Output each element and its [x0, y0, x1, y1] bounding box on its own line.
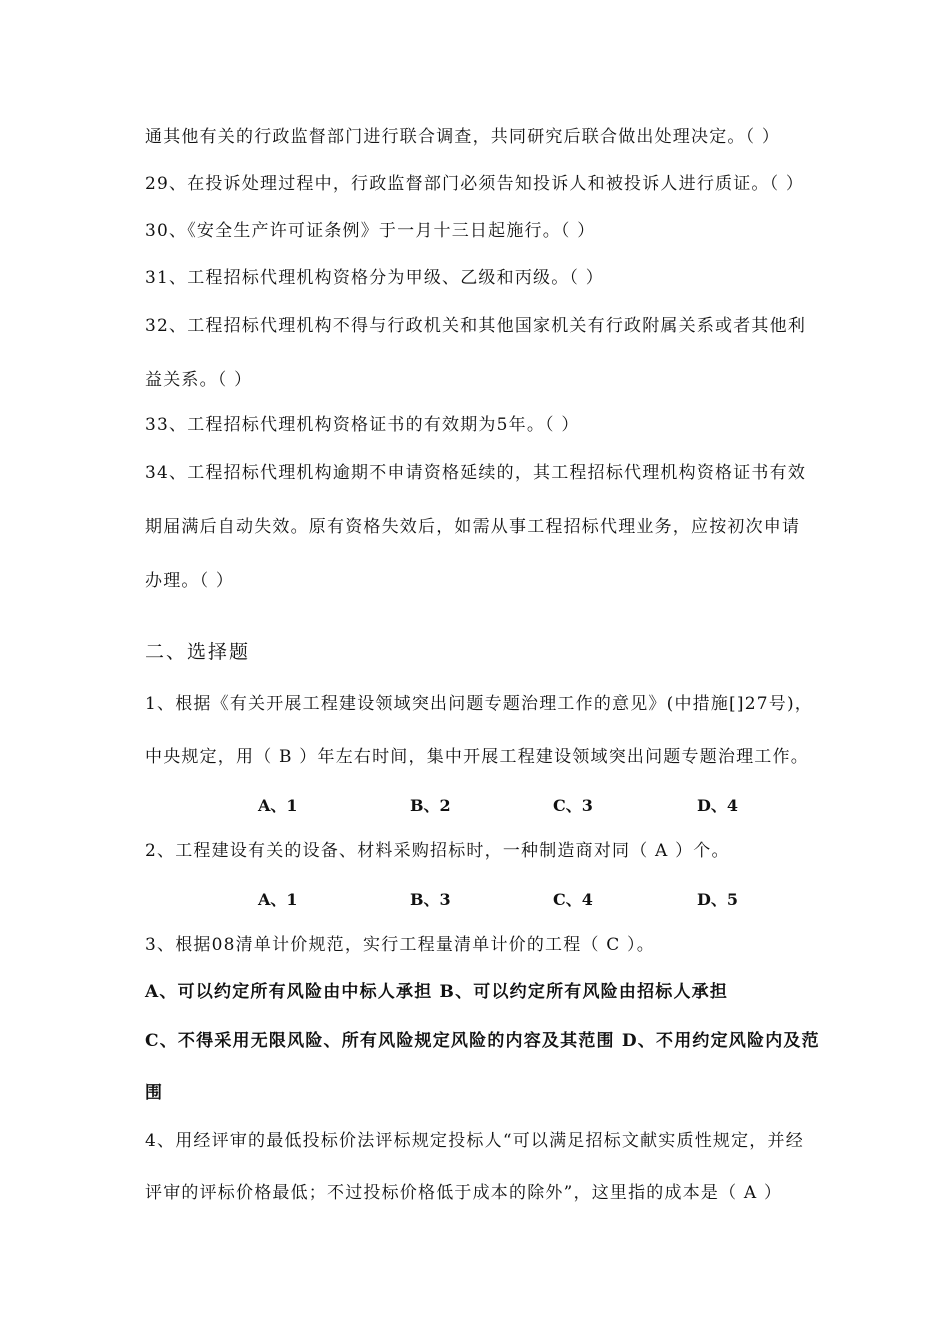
q1-option-b: B、2	[410, 796, 451, 815]
q3-options-line3: 围	[145, 1083, 164, 1103]
q2-option-d: D、5	[697, 890, 739, 909]
q1-option-d: D、4	[697, 796, 739, 815]
q1-option-c: C、3	[553, 796, 593, 815]
q2-option-c: C、4	[553, 890, 593, 909]
tf-question-34-line1: 34、工程招标代理机构逾期不申请资格延续的，其工程招标代理机构资格证书有效	[145, 463, 807, 483]
q2-option-a: A、1	[258, 890, 298, 909]
q1-line1: 1、根据《有关开展工程建设领域突出问题专题治理工作的意见》(中措施[]27号)，	[145, 694, 813, 714]
tf-question-29: 29、在投诉处理过程中，行政监督部门必须告知投诉人和被投诉人进行质证。（ ）	[145, 174, 805, 194]
q1-line2: 中央规定，用（ B ）年左右时间，集中开展工程建设领域突出问题专题治理工作。	[145, 747, 809, 767]
tf-question-28-continuation: 通其他有关的行政监督部门进行联合调查，共同研究后联合做出处理决定。（ ）	[145, 127, 781, 147]
q4-line1: 4、用经评审的最低投标价法评标规定投标人“可以满足招标文献实质性规定，并经	[145, 1131, 804, 1151]
tf-question-32-line2: 益关系。（ ）	[145, 370, 253, 390]
tf-question-32-line1: 32、工程招标代理机构不得与行政机关和其他国家机关有行政附属关系或者其他利	[145, 316, 807, 336]
q2-option-b: B、3	[410, 890, 451, 909]
q1-option-a: A、1	[258, 796, 298, 815]
tf-question-34-line2: 期届满后自动失效。原有资格失效后，如需从事工程招标代理业务，应按初次申请	[145, 517, 801, 537]
tf-question-34-line3: 办理。（ ）	[145, 571, 235, 591]
q3-options-line1: A、可以约定所有风险由中标人承担 B、可以约定所有风险由招标人承担	[145, 982, 729, 1002]
tf-question-33: 33、工程招标代理机构资格证书的有效期为5年。（ ）	[145, 415, 580, 435]
section-title: 二、选择题	[145, 641, 251, 663]
q3-line1: 3、根据08清单计价规范，实行工程量清单计价的工程（ C ）。	[145, 935, 655, 955]
q3-options-line2: C、不得采用无限风险、所有风险规定风险的内容及其范围 D、不用约定风险内及范	[145, 1031, 820, 1051]
tf-question-30: 30、《安全生产许可证条例》于一月十三日起施行。（ ）	[145, 221, 596, 241]
q1-options	[0, 793, 950, 815]
q2-options	[0, 887, 950, 909]
q2-line1: 2、工程建设有关的设备、材料采购招标时，一种制造商对同（ A ）个。	[145, 841, 730, 861]
q4-line2: 评审的评标价格最低；不过投标价格低于成本的除外”，这里指的成本是（ A ）	[145, 1183, 783, 1203]
tf-question-31: 31、工程招标代理机构资格分为甲级、乙级和丙级。（ ）	[145, 268, 604, 288]
